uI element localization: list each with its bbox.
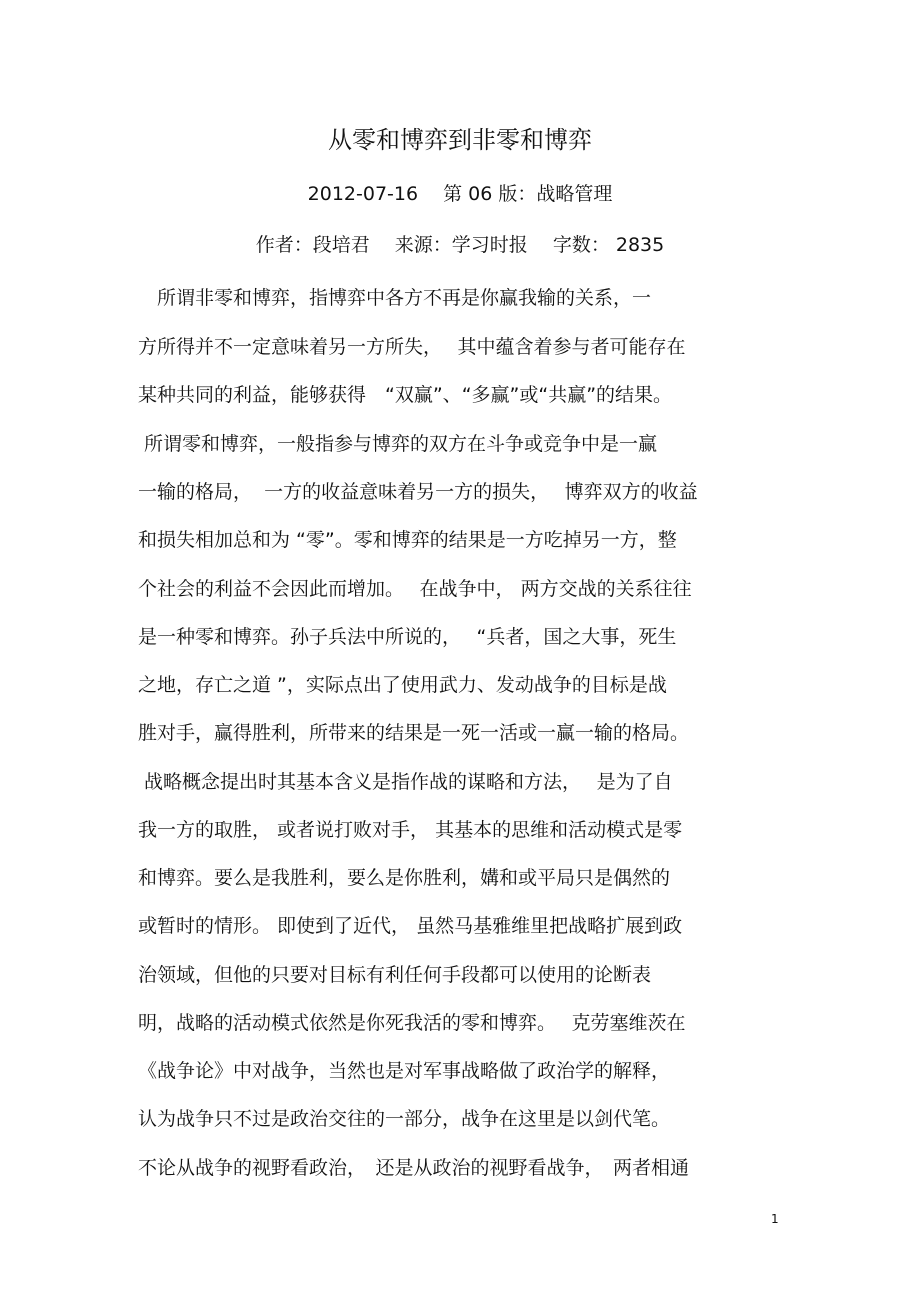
body-line: 认为战争只不过是政治交往的一部分，战争在这里是以剑代笔。 [138, 1108, 671, 1130]
body-line: 个社会的利益不会因此而增加。 在战争中， 两方交战的关系往往 [138, 578, 692, 600]
body-line: 一输的格局， 一方的收益意味着另一方的损失， 博弈双方的收益 [138, 481, 698, 503]
body-line: 《战争论》中对战争，当然也是对军事战略做了政治学的解释， [138, 1060, 671, 1082]
body-line: 不论从战争的视野看政治， 还是从政治的视野看战争， 两者相通 [138, 1157, 690, 1179]
article-title: 从零和博弈到非零和博弈 [328, 126, 592, 154]
body-line: 是一种零和博弈。孙子兵法中所说的， “兵者，国之大事，死生 [138, 626, 677, 648]
body-line: 方所得并不一定意味着另一方所失， 其中蕴含着参与者可能存在 [138, 336, 686, 358]
date-line: 2012-07-16 第 06 版：战略管理 [307, 183, 613, 205]
body-line: 所谓零和博弈，一般指参与博弈的双方在斗争或竞争中是一赢 [138, 433, 658, 455]
body-line: 战略概念提出时其基本含义是指作战的谋略和方法， 是为了自 [138, 771, 673, 793]
byline: 作者：段培君 来源：学习时报 字数： 2835 [255, 234, 665, 256]
body-line: 某种共同的利益，能够获得 “双赢”、“多赢”或“共赢”的结果。 [138, 384, 673, 406]
body-line: 我一方的取胜， 或者说打败对手， 其基本的思维和活动模式是零 [138, 819, 683, 841]
body-line: 所谓非零和博弈，指博弈中各方不再是你赢我输的关系，一 [138, 287, 652, 309]
body-line: 胜对手，赢得胜利，所带来的结果是一死一活或一赢一输的格局。 [138, 722, 690, 744]
body-line: 治领域，但他的只要对目标有利任何手段都可以使用的论断表 [138, 964, 652, 986]
body-line: 和损失相加总和为 “零”。零和博弈的结果是一方吃掉另一方，整 [138, 529, 677, 551]
page-number: 1 [771, 1212, 779, 1226]
body-line: 之地，存亡之道 ”，实际点出了使用武力、发动战争的目标是战 [138, 674, 667, 696]
body-line: 或暂时的情形。 即使到了近代， 虽然马基雅维里把战略扩展到政 [138, 915, 683, 937]
body-line: 和博弈。要么是我胜利，要么是你胜利，媾和或平局只是偶然的 [138, 867, 671, 889]
body-line: 明，战略的活动模式依然是你死我活的零和博弈。 克劳塞维茨在 [138, 1012, 686, 1034]
